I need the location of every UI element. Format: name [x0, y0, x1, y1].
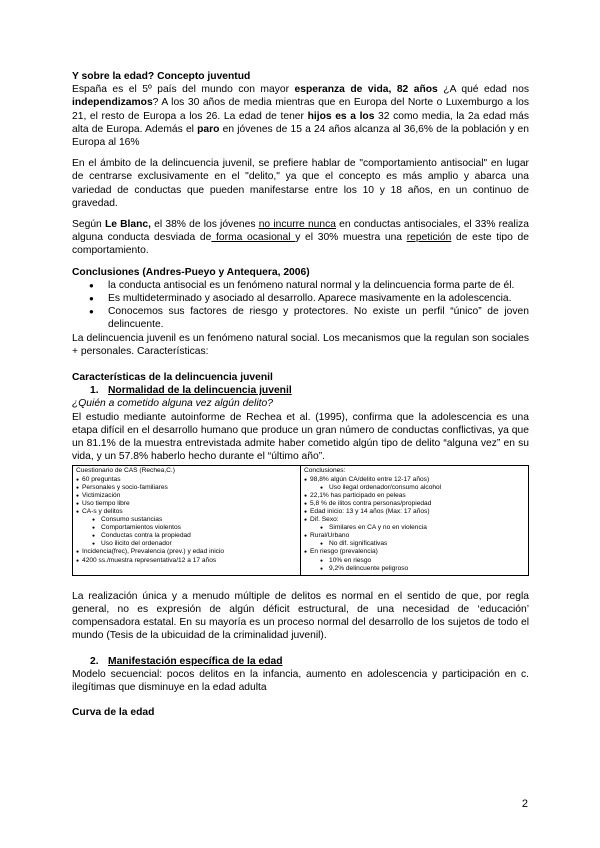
heading-normalidad: [72, 384, 529, 397]
table-list-item: ● 5,8 % de ilitos contra personas/propiedad: [304, 500, 525, 508]
cas-table-right-cell: [301, 466, 529, 575]
paragraph-delincuencia-natural: La delincuencia juvenil es un fenómeno natural social. Los mecanismos que la regulan son sociales + personales. Características:: [72, 332, 529, 357]
table-list-item: ● 9,2% delincuente peligroso: [304, 565, 525, 573]
heading-text: Normalidad de la delincuencia juvenil: [108, 385, 292, 397]
table-list-item: ● Similares en CA y no en violencia: [304, 524, 525, 532]
table-list-item: ● Dif. Sexo:: [304, 516, 525, 524]
table-list-item: ● Uso ilicito del ordenador: [76, 540, 297, 548]
text: España es el 5º país del mundo con mayor: [72, 84, 295, 96]
text-bold: paro: [197, 123, 220, 135]
table-list-item: ● Rural/Urbano: [304, 532, 525, 540]
table-list-item: ● CA-s y delitos: [76, 508, 297, 516]
text: en conductas antisociales, el 33% realiza alguna conducta desviada de: [72, 219, 529, 244]
conclusiones-list: [72, 279, 529, 332]
text: Según: [72, 219, 105, 231]
heading-curva: Curva de la edad: [72, 707, 155, 719]
page-number: 2: [521, 798, 528, 810]
paragraph-ambito: En el ámbito de la delincuencia juvenil, se prefiere hablar de "comportamiento antisocial" en lugar de centrarse exclusivamente en el "delito," ya que el concepto es más amplio y abarca una variedad de conductas que pueden manifestarse entre los 10 y 18 años, en un continuo de gravedad.: [72, 158, 529, 209]
cas-table: [72, 465, 529, 575]
text: ¿A qué edad nos: [437, 84, 529, 96]
table-list-item: ● Personales y socio-familiares: [76, 484, 297, 492]
table-title: Cuestionario de CAS (Rechea,C.): [76, 467, 175, 475]
table-list-item: ● Uso tiempo libre: [76, 500, 297, 508]
table-list-item: ● Uso ilegal ordenador/consumo alcohol: [304, 484, 525, 492]
text: en jóvenes de 15 a 24 años alcanza al 36,6% de la población y en Europa al 16%: [72, 123, 529, 149]
paragraph-rechea: El estudio mediante autoinforme de Rechea et al. (1995), confirma que la adolescencia es una etapa difícil en el desarrollo humano que produce un gran número de conductas conflictivas, ya que un 81.1% de la muestra entrevistada admite haber cometido algún tipo de delito “alguna vez” en su vida, y un 57.8% haberlo hecho durante el “último año”.: [72, 411, 529, 463]
table-list-item: ● Victimización: [76, 492, 297, 500]
document-page: [72, 70, 529, 719]
text-bold: Le Blanc,: [104, 219, 152, 231]
text-bold: hijos es a los: [307, 110, 375, 122]
paragraph-espana: [72, 83, 529, 149]
table-list-item: ● 98,8% algún CA/delito entre 12-17 años): [304, 476, 525, 484]
heading-text: Manifestación específica de la edad: [108, 655, 283, 667]
table-title: Conclusiones:: [304, 467, 346, 475]
table-list-item: ● En riesgo (prevalencia): [304, 548, 525, 556]
list-item: ● Es multideterminado y asociado al desarrollo. Aparece masivamente en la adolescencia.: [72, 292, 529, 305]
question: ¿Quién a cometido alguna vez algún delito?: [72, 398, 273, 410]
table-list-item: ● 60 preguntas: [76, 476, 297, 484]
heading-edad: Y sobre la edad? Concepto juventud: [72, 71, 251, 82]
paragraph-modelo: Modelo secuencial: pocos delitos en la infancia, aumento en adolescencia y participación en c. ilegítimas que disminuye en la edad adulta: [72, 668, 529, 693]
heading-number: 1.: [90, 385, 99, 397]
text-underline: repetición: [406, 232, 452, 244]
table-list-item: ● Comportamientos violentos: [76, 524, 297, 532]
text-bold: esperanza de vida, 82 años: [294, 84, 438, 96]
list-item: ● la conducta antisocial es un fenómeno natural normal y la delincuencia forma parte de él.: [72, 279, 529, 292]
table-list-item: ● 22,1% has participado en peleas: [304, 492, 525, 500]
heading-manifestacion: [72, 655, 529, 668]
table-list-item: ● Edad inicio: 13 y 14 años (Max: 17 años): [304, 508, 525, 516]
table-list-item: ● Consumo sustancias: [76, 516, 297, 524]
table-list-item: ● No dif. significativas: [304, 540, 525, 548]
text: 32 como media, la 2a edad más alta de Europa. Además el: [72, 110, 530, 135]
table-list-item: ● Incidencia(frec), Prevalencia (prev.) y edad inicio: [76, 548, 297, 556]
text-underline: no incurre nunca: [258, 219, 337, 231]
text-bold: independizamos: [72, 97, 153, 109]
text: de este tipo de comportamiento.: [72, 232, 529, 257]
heading-number: 2.: [90, 655, 99, 667]
text: y el 30% muestra una: [295, 232, 407, 244]
text: ? A los 30 años de media mientras que en Europa del Norte o Luxemburgo a los 21, el resto de Europa a los 26. La edad de tener: [72, 97, 529, 122]
text-underline: forma ocasional: [211, 232, 296, 244]
heading-caracteristicas: Características de la delincuencia juvenil: [72, 372, 273, 384]
cas-table-left-cell: [73, 466, 301, 575]
table-list-item: ● 10% en riesgo: [304, 557, 525, 565]
table-list-item: ● Conductas contra la propiedad: [76, 532, 297, 540]
text: el 38% de los jóvenes: [151, 219, 259, 231]
list-item: ● Conocemos sus factores de riesgo y protectores. No existe un perfil “único” de joven delincuente.: [72, 305, 529, 331]
table-list-item: ● 4200 ss./muestra representativa/12 a 17 años: [76, 557, 297, 565]
paragraph-leblanc: [72, 218, 529, 258]
paragraph-realizacion: La realización única y a menudo múltiple de delitos es normal en el sentido de que, por regla general, no es expresión de algún déficit estructural, de una necesidad de ‘educación’ compensadora estatal. En su mayoría es un proceso normal del desarrollo de los sujetos de todo el mundo (Tesis de la ubicuidad de la criminalidad juvenil).: [72, 590, 529, 642]
heading-conclusiones: Conclusiones (Andres-Pueyo y Antequera, 2006): [72, 266, 310, 278]
